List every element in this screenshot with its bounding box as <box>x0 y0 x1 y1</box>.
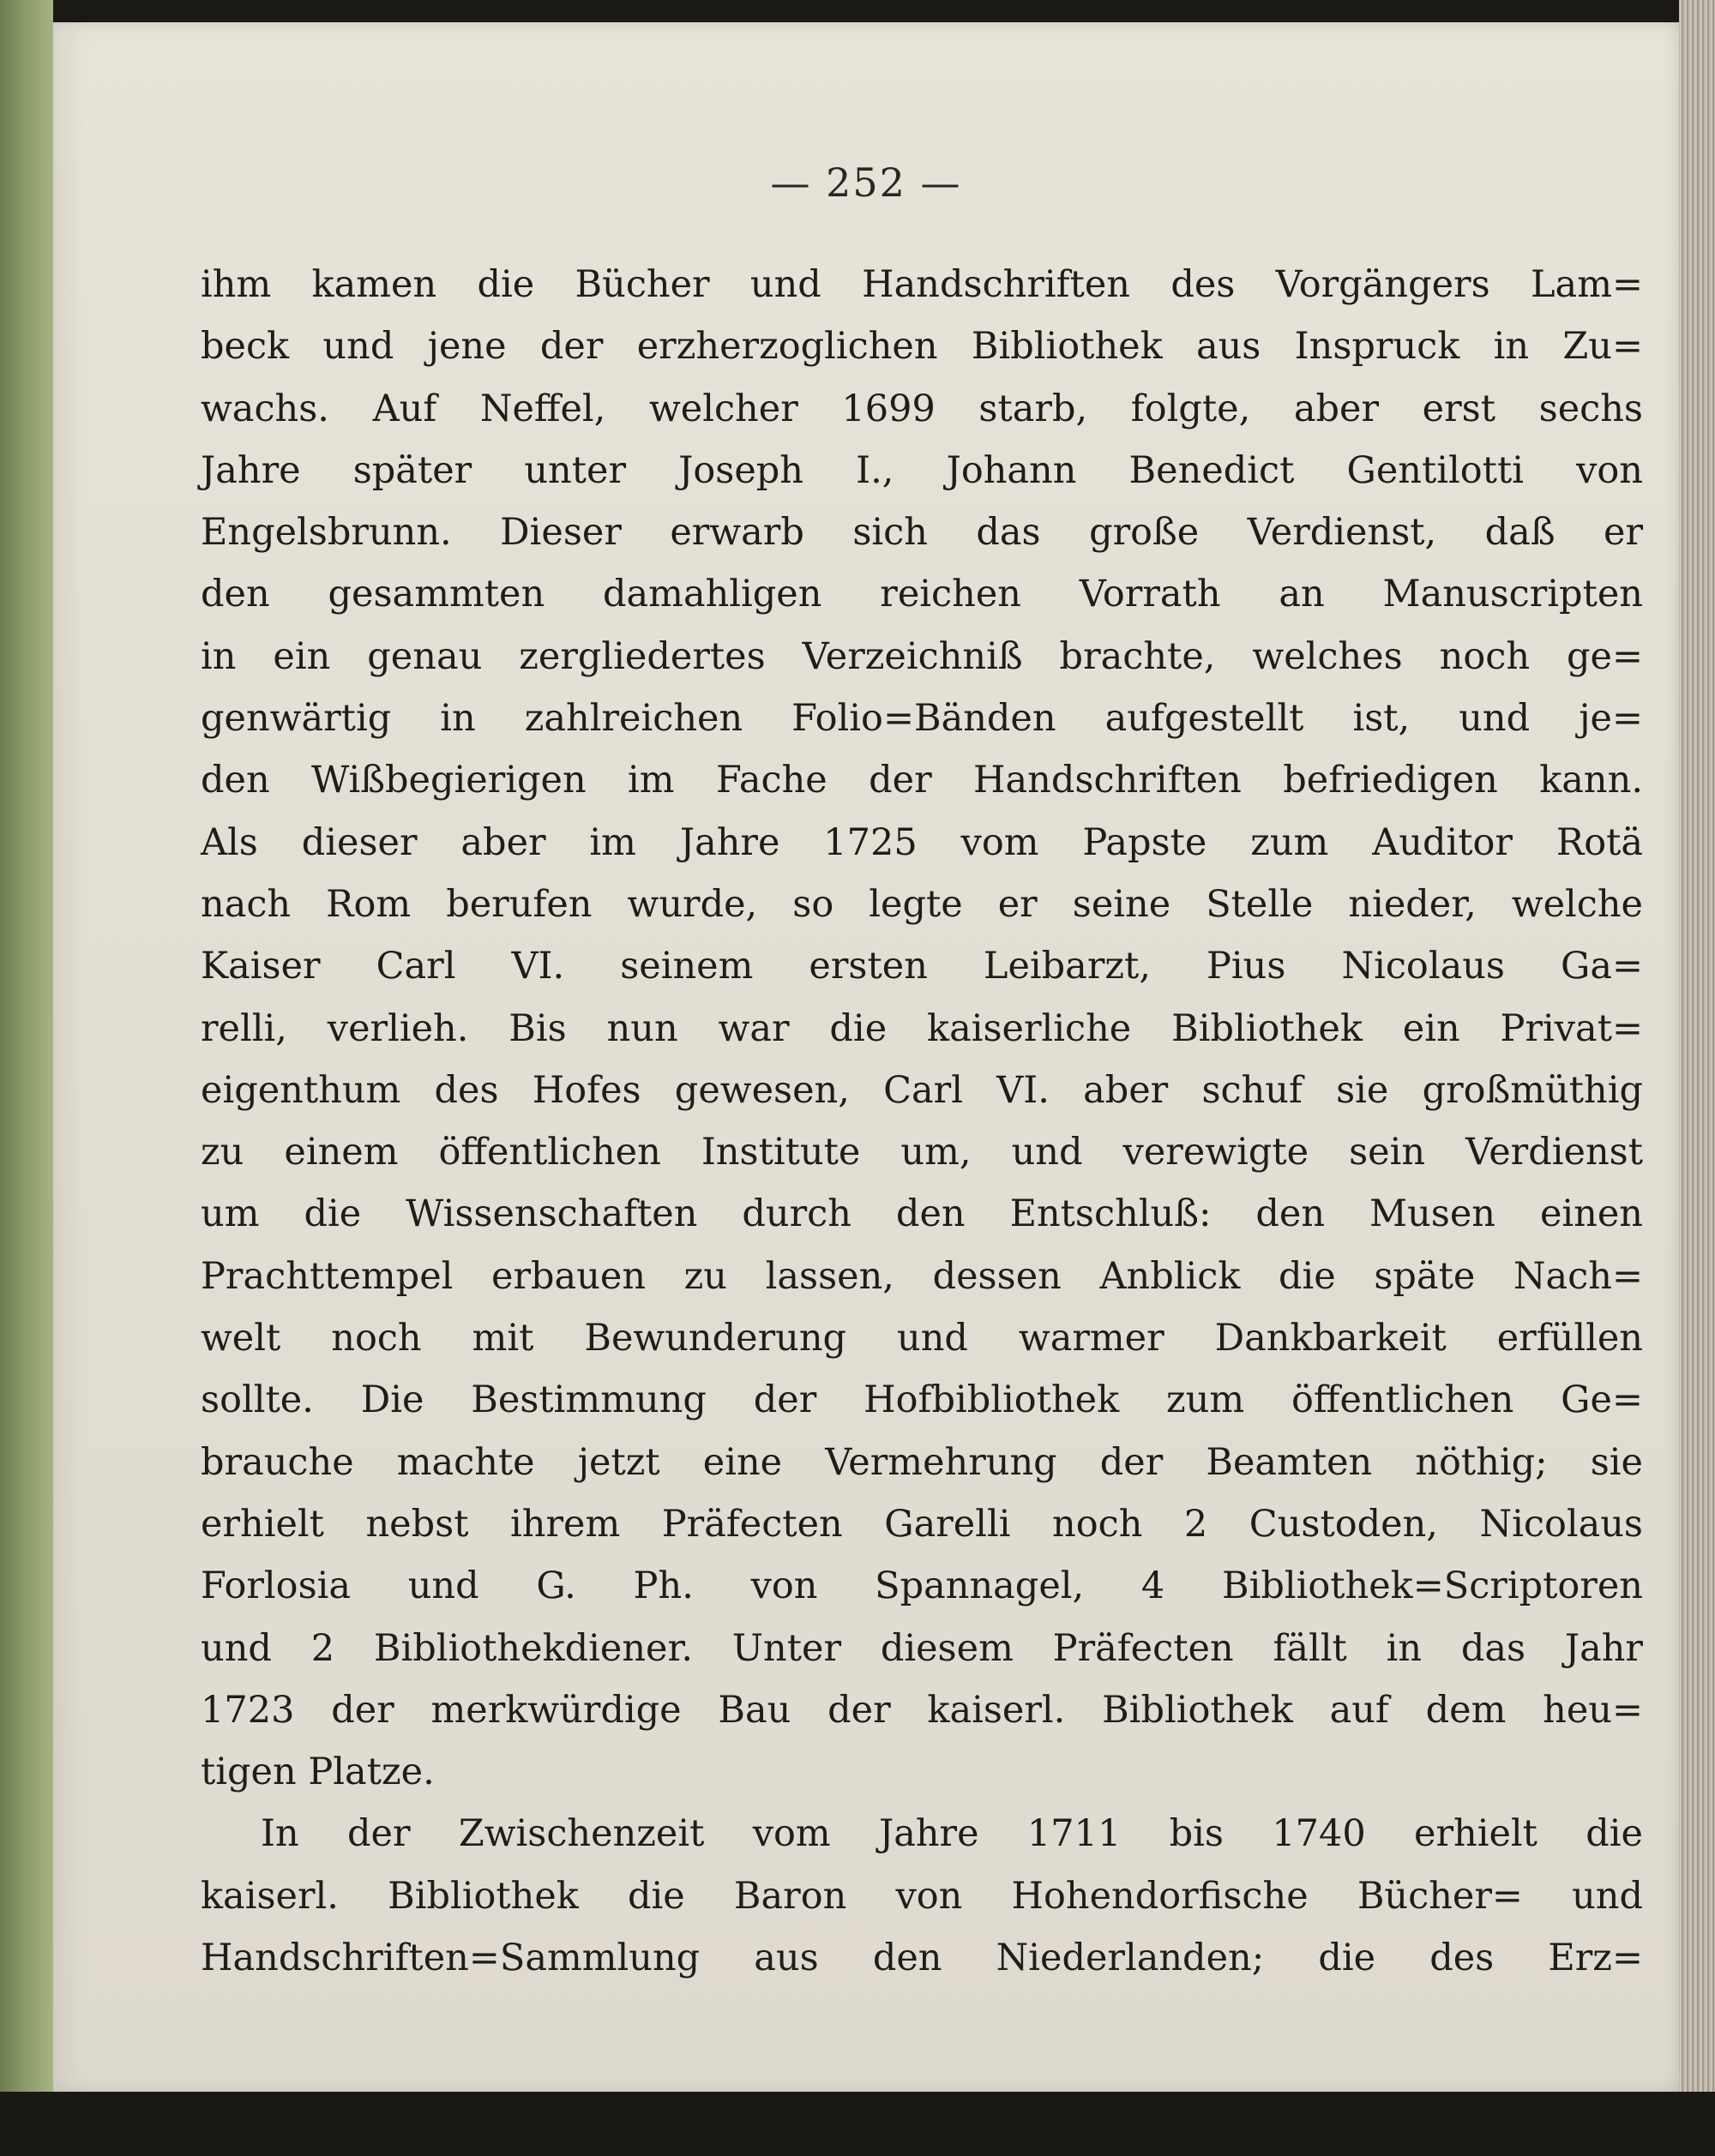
text-line: welt noch mit Bewunderung und warmer Dankbarkeit erfüllen <box>201 1317 1643 1360</box>
text-line: um die Wissenschaften durch den Entschluß: den Musen einen <box>201 1192 1643 1236</box>
text-line: nach Rom berufen wurde, so legte er seine Stelle nieder, welche <box>201 882 1643 926</box>
text-line: und 2 Bibliothekdiener. Unter diesem Präfecten fällt in das Jahr <box>201 1626 1643 1670</box>
text-line: Jahre später unter Joseph I., Johann Benedict Gentilotti von <box>201 448 1643 492</box>
page-text-body <box>201 254 1643 1989</box>
text-line: eigenthum des Hofes gewesen, Carl VI. aber schuf sie großmüthig <box>201 1068 1643 1112</box>
book-page <box>53 22 1679 2092</box>
text-line: 1723 der merkwürdige Bau der kaiserl. Bibliothek auf dem heu= <box>201 1688 1643 1732</box>
book-binding-edge <box>0 0 53 2156</box>
text-line: wachs. Auf Neffel, welcher 1699 starb, folgte, aber erst sechs <box>201 387 1643 430</box>
text-line: den gesammten damahligen reichen Vorrath an Manuscripten <box>201 573 1643 616</box>
text-line: relli, verlieh. Bis nun war die kaiserliche Bibliothek ein Privat= <box>201 1006 1643 1050</box>
text-line: Als dieser aber im Jahre 1725 vom Papste zum Auditor Rotä <box>201 820 1643 864</box>
page-edges <box>1679 0 1715 2156</box>
text-line: zu einem öffentlichen Institute um, und verewigte sein Verdienst <box>201 1131 1643 1174</box>
scan-bottom-shadow <box>0 2092 1715 2156</box>
text-line: ihm kamen die Bücher und Handschriften des Vorgängers Lam= <box>201 263 1643 306</box>
text-line: sollte. Die Bestimmung der Hofbibliothek zum öffentlichen Ge= <box>201 1378 1643 1422</box>
text-line: erhielt nebst ihrem Präfecten Garelli noch 2 Custoden, Nicolaus <box>201 1502 1643 1546</box>
text-line: in ein genau zergliedertes Verzeichniß brachte, welches noch ge= <box>201 634 1643 678</box>
text-line: genwärtig in zahlreichen Folio=Bänden aufgestellt ist, und je= <box>201 697 1643 741</box>
text-line: beck und jene der erzherzoglichen Bibliothek aus Inspruck in Zu= <box>201 325 1643 369</box>
text-line: tigen Platze. <box>201 1751 435 1794</box>
text-line: brauche machte jetzt eine Vermehrung der Beamten nöthig; sie <box>201 1440 1643 1484</box>
text-line: Prachttempel erbauen zu lassen, dessen Anblick die späte Nach= <box>201 1254 1643 1298</box>
text-line: Forlosia und G. Ph. von Spannagel, 4 Bibliothek=Scriptoren <box>201 1564 1643 1608</box>
text-line: Handschriften=Sammlung aus den Niederlanden; die des Erz= <box>201 1937 1643 1980</box>
text-line: In der Zwischenzeit vom Jahre 1711 bis 1740 erhielt die <box>261 1812 1643 1856</box>
text-line: kaiserl. Bibliothek die Baron von Hohendorfische Bücher= und <box>201 1874 1643 1918</box>
text-line: Engelsbrunn. Dieser erwarb sich das große Verdienst, daß er <box>201 511 1643 555</box>
text-line: Kaiser Carl VI. seinem ersten Leibarzt, Pius Nicolaus Ga= <box>201 945 1643 988</box>
text-line: den Wißbegierigen im Fache der Handschriften befriedigen kann. <box>201 759 1643 802</box>
page-number: — 252 — <box>770 159 962 206</box>
